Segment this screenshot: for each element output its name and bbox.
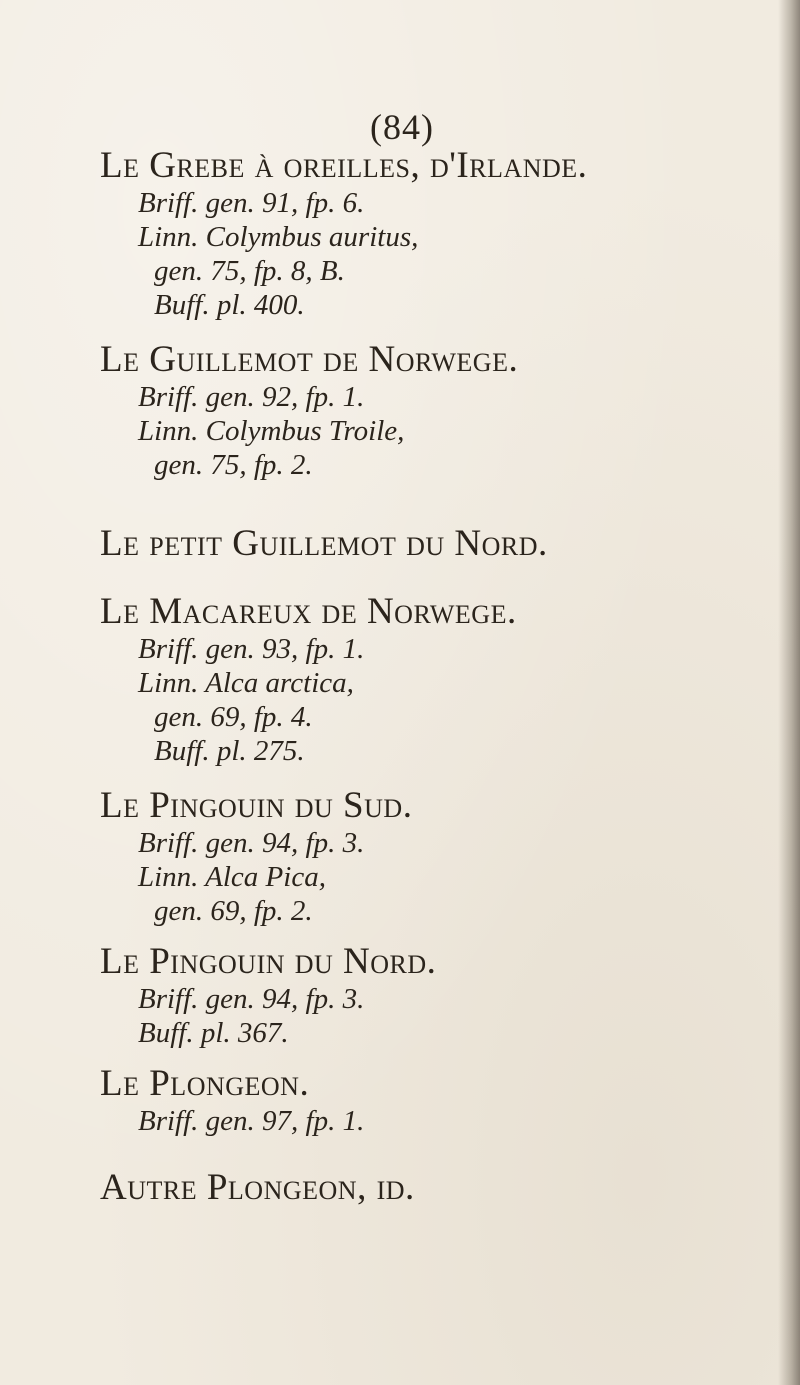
entry-reference: Briff. gen. 97, fp. 1. — [138, 1105, 365, 1137]
entry-macareux — [0, 592, 760, 768]
entry-reference: gen. 69, fp. 4. — [154, 701, 313, 733]
entry-reference: Briff. gen. 94, fp. 3. — [138, 983, 365, 1015]
entry-guillemot — [0, 340, 760, 482]
entry-grebe — [0, 146, 760, 322]
entry-reference: gen. 75, fp. 2. — [154, 449, 313, 481]
entry-heading: Le Plongeon. — [100, 1063, 310, 1104]
entry-plongeon — [0, 1064, 760, 1138]
entry-reference: Linn. Colymbus Troile, — [138, 415, 405, 447]
page-number: (84) — [370, 107, 434, 147]
entry-reference: Linn. Colymbus auritus, — [138, 221, 419, 253]
entry-heading: Le Guillemot de Norwege. — [100, 339, 519, 380]
entry-reference: Linn. Alca Pica, — [138, 861, 326, 893]
entry-petit-guillemot — [0, 524, 760, 564]
entry-reference: Briff. gen. 94, fp. 3. — [138, 827, 365, 859]
entry-reference: Briff. gen. 91, fp. 6. — [138, 187, 365, 219]
entry-heading: Autre Plongeon, id. — [100, 1167, 415, 1208]
entry-heading: Le petit Guillemot du Nord. — [100, 523, 548, 564]
entry-pingouin-sud — [0, 786, 760, 928]
entry-reference: Linn. Alca arctica, — [138, 667, 354, 699]
page-gutter-shadow — [778, 0, 800, 1385]
entry-reference: Briff. gen. 93, fp. 1. — [138, 633, 365, 665]
entry-autre-plongeon — [0, 1168, 760, 1208]
entry-heading: Le Pingouin du Sud. — [100, 785, 413, 826]
entry-reference: gen. 75, fp. 8, B. — [154, 255, 345, 287]
entry-reference: Buff. pl. 367. — [138, 1017, 289, 1049]
entry-reference: Buff. pl. 400. — [154, 289, 305, 321]
entry-reference: Buff. pl. 275. — [154, 735, 305, 767]
entry-reference: Briff. gen. 92, fp. 1. — [138, 381, 365, 413]
entry-heading: Le Grebe à oreilles, d'Irlande. — [100, 145, 588, 186]
entry-pingouin-nord — [0, 942, 760, 1050]
entry-reference: gen. 69, fp. 2. — [154, 895, 313, 927]
entry-heading: Le Macareux de Norwege. — [100, 591, 517, 632]
entry-heading: Le Pingouin du Nord. — [100, 941, 437, 982]
